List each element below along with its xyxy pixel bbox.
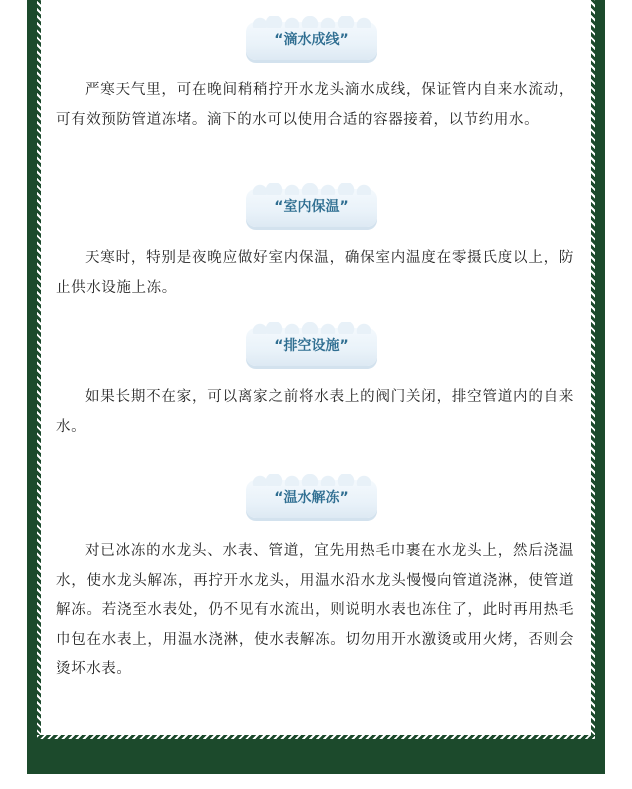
section-body-thaw: 对已冰冻的水龙头、水表、管道，宜先用热毛巾裹在水龙头上，然后浇温水，使水龙头解冻，再拧开水龙头，用温水沿水龙头慢慢向管道浇淋，使管道解冻。若浇至水表处，仍不见有水流出，则说明水表也冻住了，此时再用热毛巾包在水表上，用温水浇淋，使水表解冻。切勿用开水激烫或用火烤，否则会烫坏水表。 bbox=[56, 543, 574, 677]
rope-border-right bbox=[591, 0, 595, 739]
section-title-drain bbox=[246, 328, 377, 366]
section-body-drain: 如果长期不在家，可以离家之前将水表上的阀门关闭，排空管道内的自来水。 bbox=[56, 389, 574, 435]
rope-border-left bbox=[37, 0, 41, 739]
section-title-drip-text: “滴水成线” bbox=[274, 32, 349, 48]
section-title-insulation-text: “室内保温” bbox=[274, 199, 349, 215]
section-title-thaw-text: “温水解冻” bbox=[274, 490, 349, 506]
section-title-drip bbox=[246, 22, 377, 60]
section-title-insulation bbox=[246, 189, 377, 227]
rope-border-bottom bbox=[37, 735, 595, 739]
section-title-thaw bbox=[246, 480, 377, 518]
section-body-insulation: 天寒时，特别是夜晚应做好室内保温，确保室内温度在零摄氏度以上，防止供水设施上冻。 bbox=[56, 250, 574, 296]
section-body-drip: 严寒天气里，可在晚间稍稍拧开水龙头滴水成线，保证管内自来水流动，可有效预防管道冻堵。滴下的水可以使用合适的容器接着，以节约用水。 bbox=[56, 82, 574, 128]
section-title-drain-text: “排空设施” bbox=[274, 338, 349, 354]
